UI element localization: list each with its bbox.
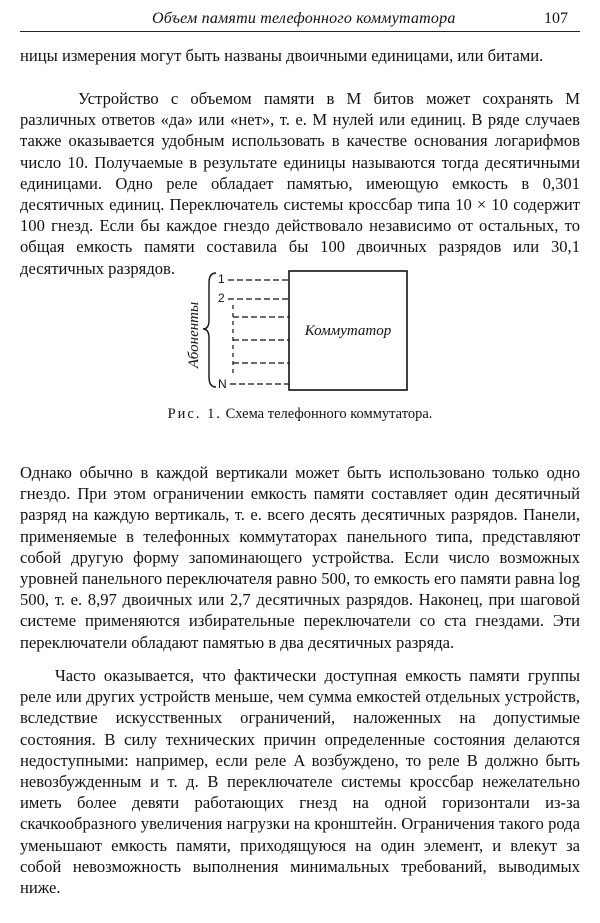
- running-title: Объем памяти телефонного коммутатора: [152, 10, 456, 27]
- line-label-n: N: [218, 377, 227, 391]
- paragraph-1: ницы измерения могут быть названы двоичными единицами, или битами.: [20, 46, 544, 65]
- subscribers-brace: [203, 273, 216, 387]
- paragraph-3: Однако обычно в каждой вертикали может быть использовано только одно гнездо. При этом ограничении емкость памяти составляет один десятичный разряд на каждую вертикаль, т. е. всего десять десятичных разрядов. Панели, применяемые в телефонных коммутаторах панельного типа, представляют собой другую форму запоминающего устройства. Если число возможных уровней панельного переключателя равно 500, то емкость его памяти равна log 500, т. е. 8,97 двоичных или 2,7 десятичных разрядов. Наконец, при шаговой системе применяются избирательные переключатели со ста гнездами. Эти переключатели обладают памятью в два десятичных разряда.: [20, 463, 580, 652]
- caption-prefix: Рис. 1.: [167, 406, 222, 422]
- subscriber-lines: [228, 280, 289, 384]
- header-rule: [20, 31, 580, 32]
- line-label-1: 1: [218, 272, 225, 286]
- switchboard-figure: [185, 265, 415, 395]
- paragraph-4: Часто оказывается, что фактически доступная емкость памяти группы реле или других устройств меньше, чем сумма емкостей отдельных устройств, вследствие искусственных ограничений, наложенных на допустимые состояния. В силу технических причин определенные состояния делаются недоступными: например, если реле A возбуждено, то реле B должно быть невозбужденным и т. д. В переключателе системы кроссбар нежелательно иметь более девяти работающих гнезд на одной горизонтали из-за скачкообразного увеличения нагрузки на кронштейн. Ограничения такого рода уменьшают емкость памяти, приходящуюся на один элемент, и влекут за собой невозможность выполнения минимальных требований, выводимых ниже.: [20, 666, 580, 898]
- caption-text: Схема телефонного коммутатора.: [225, 406, 433, 422]
- subscribers-label: Абоненты: [186, 301, 202, 369]
- switchboard-label: Коммутатор: [304, 323, 392, 339]
- figure-caption: [150, 405, 450, 424]
- paragraph-2: Устройство с объемом памяти в M битов может сохранять M различных ответов «да» или «нет», т. е. M нулей или единиц. В ряде случаев также оказывается удобным использовать в качестве основания логарифмов число 10. Получаемые в результате единицы называются тогда десятичными единицами. Одно реле обладает памятью, имеющую емкость в 0,301 десятичных единиц. Переключатель системы кроссбар типа 10 × 10 содержит 100 гнезд. Если бы каждое гнездо действовало независимо от остальных, то общая емкость памяти составила бы 100 двоичных разрядов или 30,1 десятичных разрядов.: [20, 89, 580, 278]
- page-number: 107: [544, 10, 568, 27]
- switchboard-diagram: [185, 265, 415, 395]
- line-label-2: 2: [218, 291, 225, 305]
- page-header: [0, 0, 600, 44]
